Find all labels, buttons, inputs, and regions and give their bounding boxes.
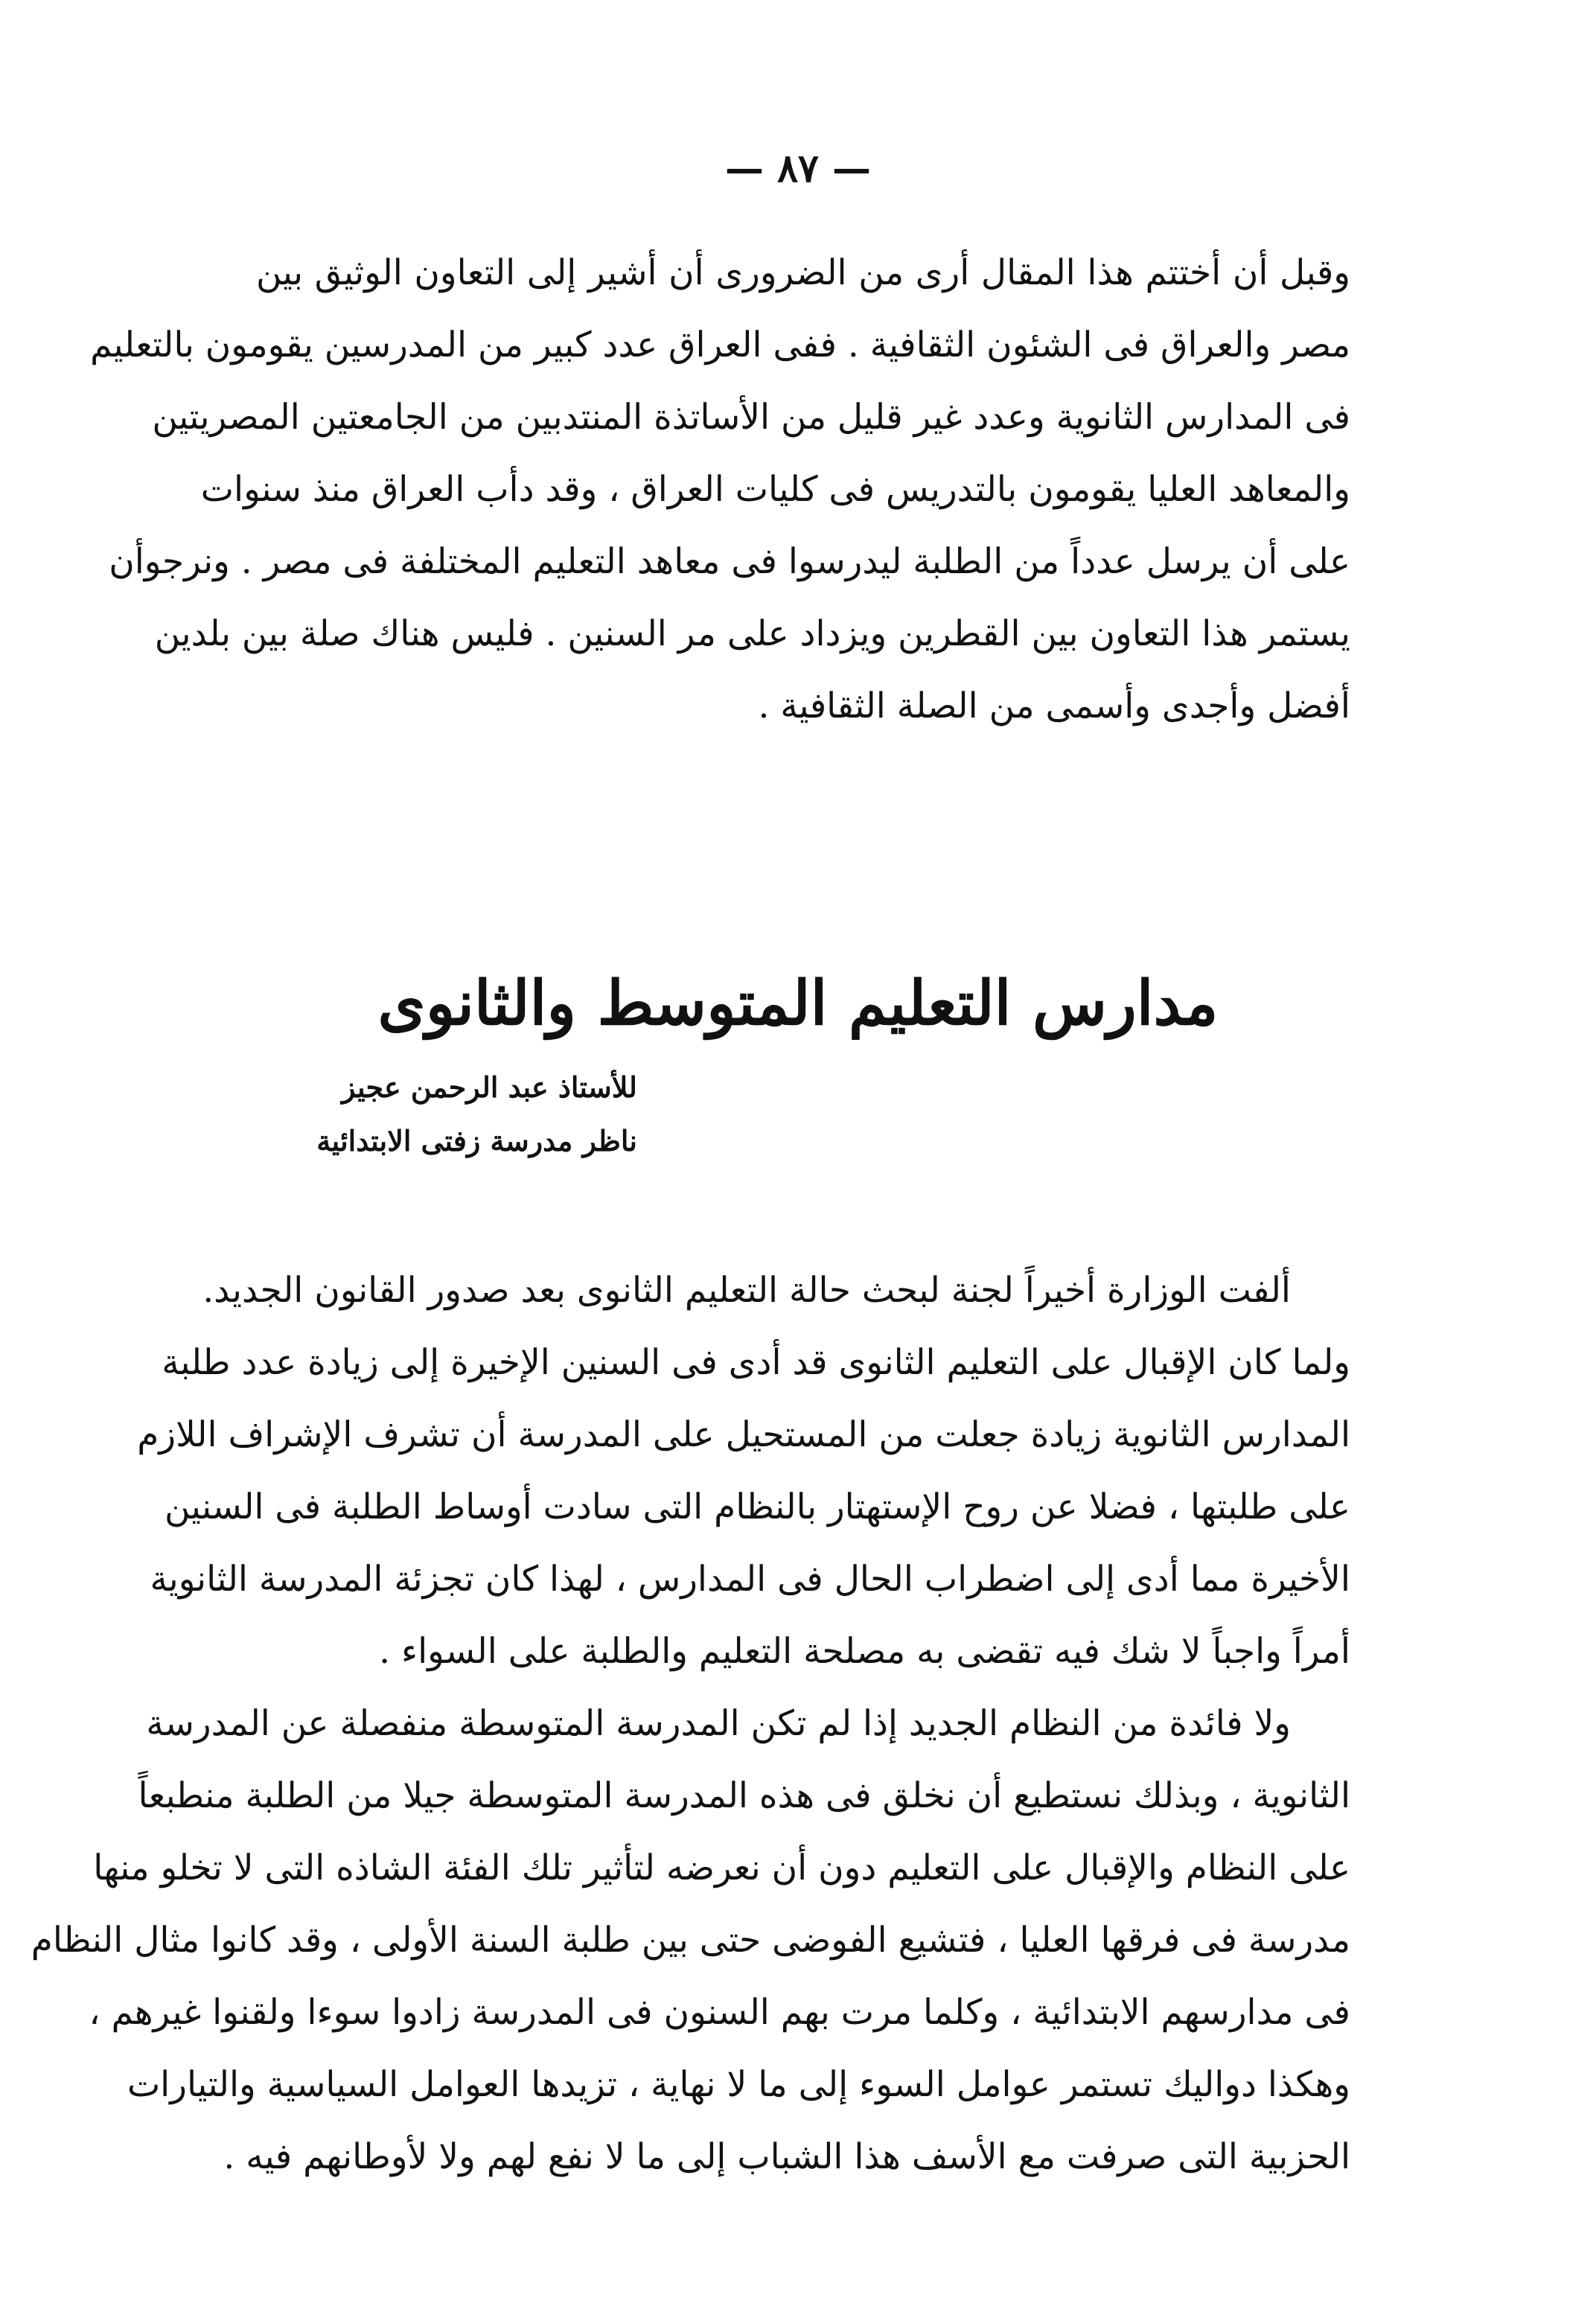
paragraph-line: فى مدارسهم الابتدائية ، وكلما مرت بهم السنون فى المدرسة زادوا سوءا ولقنوا غيرهم ،	[89, 1992, 1350, 2033]
paragraph-line: ولما كان الإقبال على التعليم الثانوى قد أدى فى السنين الإخيرة إلى زيادة عدد طلبة	[162, 1342, 1350, 1383]
paragraph-line: وقبل أن أختتم هذا المقال أرى من الضرورى أن أشير إلى التعاون الوثيق بين	[256, 252, 1350, 293]
paragraph-line: الأخيرة مما أدى إلى اضطراب الحال فى المدارس ، لهذا كان تجزئة المدرسة الثانوية	[150, 1559, 1350, 1600]
author-name: للأستاذ عبد الرحمن عجيز	[342, 1070, 637, 1104]
paragraph-line: مدرسة فى فرقها العليا ، فتشيع الفوضى حتى بين طلبة السنة الأولى ، وقد كانوا مثال النظام	[31, 1920, 1350, 1961]
closing-paragraph	[90, 237, 1350, 742]
paragraph-line: يستمر هذا التعاون بين القطرين ويزداد على مر السنين . فليس هناك صلة بين بلدين	[154, 613, 1350, 654]
author-role: ناظر مدرسة زفتى الابتدائية	[316, 1124, 637, 1157]
paragraph-line: مصر والعراق فى الشئون الثقافية . ففى العراق عدد كبير من المدرسين يقومون بالتعليم	[90, 325, 1350, 365]
paragraph-line: المدارس الثانوية زيادة جعلت من المستحيل على المدرسة أن تشرف الإشراف اللازم	[137, 1414, 1350, 1455]
paragraph-line: على النظام والإقبال على التعليم دون أن نعرضه لتأثير تلك الفئة الشاذه التى لا تخلو منها	[93, 1848, 1350, 1888]
paragraph-line: الثانوية ، وبذلك نستطيع أن نخلق فى هذه المدرسة المتوسطة جيلا من الطلبة منطبعاً	[138, 1775, 1350, 1816]
paragraph-line: أمراً واجباً لا شك فيه تقضى به مصلحة التعليم والطلبة على السواء .	[379, 1631, 1350, 1672]
paragraph-line: على طلبتها ، فضلا عن روح الإستهتار بالنظام التى سادت أوساط الطلبة فى السنين	[165, 1486, 1350, 1527]
paragraph-line: الحزبية التى صرفت مع الأسف هذا الشباب إلى ما لا نفع لهم ولا لأوطانهم فيه .	[223, 2136, 1350, 2177]
paragraph-line: ولا فائدة من النظام الجديد إذا لم تكن المدرسة المتوسطة منفصلة عن المدرسة	[146, 1703, 1291, 1744]
paragraph-line: وهكذا دواليك تستمر عوامل السوء إلى ما لا نهاية ، تزيدها العوامل السياسية والتيارات	[127, 2064, 1350, 2105]
paragraph-line: على أن يرسل عدداً من الطلبة ليدرسوا فى معاهد التعليم المختلفة فى مصر . ونرجوأن	[109, 541, 1350, 582]
paragraph-line: فى المدارس الثانوية وعدد غير قليل من الأساتذة المنتدبين من الجامعتين المصريتين	[152, 397, 1350, 438]
page-number: — ٨٧ —	[724, 146, 872, 191]
paragraph-line: ألفت الوزارة أخيراً لجنة لبحث حالة التعليم الثانوى بعد صدور القانون الجديد.	[202, 1270, 1291, 1311]
paragraph-line: أفضل وأجدى وأسمى من الصلة الثقافية .	[758, 686, 1350, 727]
article-title: مدارس التعليم المتوسط والثانوى	[377, 968, 1219, 1039]
paragraph-line: والمعاهد العليا يقومون بالتدريس فى كليات العراق ، وقد دأب العراق منذ سنوات	[200, 469, 1350, 510]
article-body	[31, 1254, 1350, 2193]
